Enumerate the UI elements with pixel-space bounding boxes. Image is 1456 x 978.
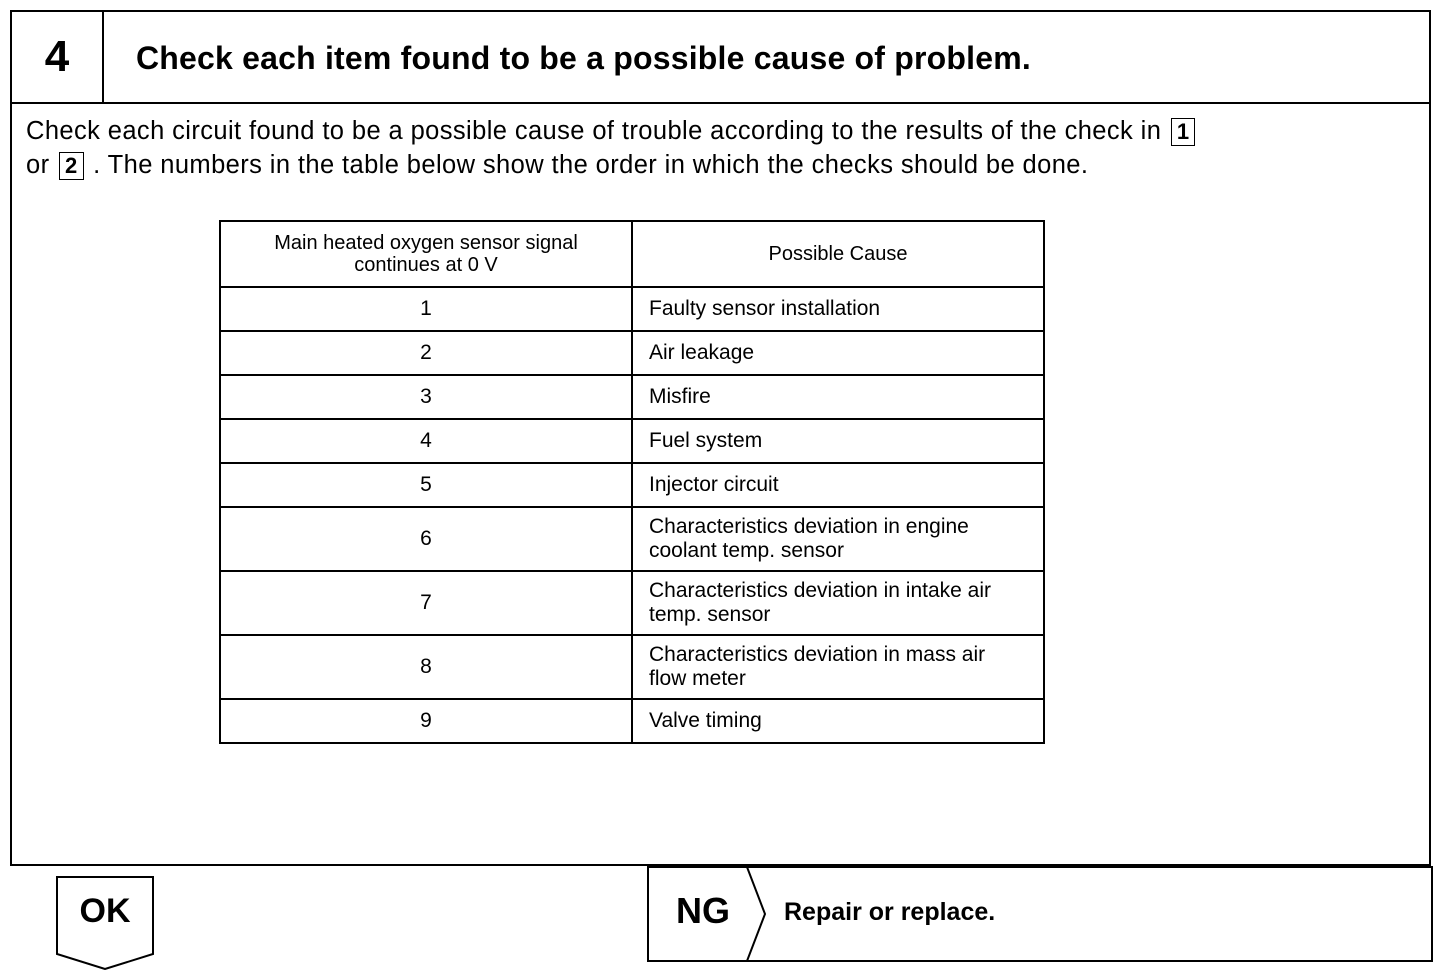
table-row — [220, 699, 1044, 743]
table-row — [220, 507, 1044, 571]
check-ref-1: 1 — [1171, 118, 1196, 146]
row-order: 7 — [220, 571, 632, 635]
row-cause: Fuel system — [632, 419, 1044, 463]
step-number: 4 — [12, 12, 104, 102]
check-ref-2: 2 — [59, 152, 84, 180]
table-row — [220, 635, 1044, 699]
intro-part1: Check each circuit found to be a possible cause of trouble according to the results of the check in — [26, 117, 1162, 145]
table-row — [220, 375, 1044, 419]
step-header — [12, 12, 1429, 104]
row-order: 5 — [220, 463, 632, 507]
intro-part2: or — [26, 151, 50, 179]
table-row — [220, 463, 1044, 507]
intro-part3: . The numbers in the table below show the order in which the checks should be done. — [93, 151, 1089, 179]
ng-result-box — [647, 866, 1433, 962]
row-order: 8 — [220, 635, 632, 699]
row-cause: Characteristics deviation in engine coolant temp. sensor — [632, 507, 1044, 571]
intro-text — [26, 114, 1406, 182]
row-cause: Characteristics deviation in mass air flow meter — [632, 635, 1044, 699]
row-order: 6 — [220, 507, 632, 571]
row-cause: Faulty sensor installation — [632, 287, 1044, 331]
table-row — [220, 419, 1044, 463]
row-order: 3 — [220, 375, 632, 419]
table-header-row — [220, 221, 1044, 287]
row-cause: Misfire — [632, 375, 1044, 419]
row-order: 1 — [220, 287, 632, 331]
ok-label: OK — [79, 892, 131, 930]
row-cause: Valve timing — [632, 699, 1044, 743]
row-order: 9 — [220, 699, 632, 743]
ng-action-text: Repair or replace. — [784, 898, 996, 926]
header-condition: Main heated oxygen sensor signal continues at 0 V — [220, 221, 632, 287]
row-cause: Injector circuit — [632, 463, 1044, 507]
table-row — [220, 571, 1044, 635]
header-possible-cause: Possible Cause — [632, 221, 1044, 287]
row-order: 4 — [220, 419, 632, 463]
row-cause: Air leakage — [632, 331, 1044, 375]
row-cause: Characteristics deviation in intake air temp. sensor — [632, 571, 1044, 635]
table-row — [220, 287, 1044, 331]
ng-label: NG — [676, 890, 730, 931]
step-title: Check each item found to be a possible cause of problem. — [136, 40, 1031, 76]
table-row — [220, 331, 1044, 375]
possible-cause-table — [219, 220, 1045, 744]
row-order: 2 — [220, 331, 632, 375]
